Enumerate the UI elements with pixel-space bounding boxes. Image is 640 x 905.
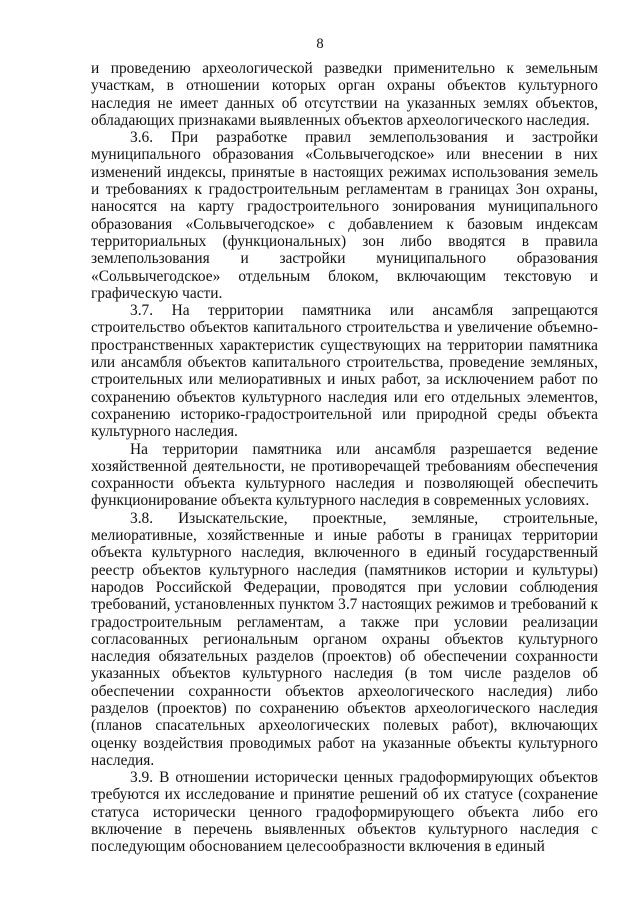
paragraph-3-6: 3.6. При разработке правил землепользования и застройки муниципального образования «Сольвычегодское» или внесении в них изменений индексы, принятые в настоящих режимах использования земель и требованиях к градостроительным регламентам в границах Зон охраны, наносятся на карту градостроительного зонирования муниципального образования «Сольвычегодское» с добавлением к базовым индексам территориальных (функциональных) зон либо вводятся в правила землепользования и застройки муниципального образования «Сольвычегодское» отдельным блоком, включающим текстовую и графическую части. (91, 129, 598, 302)
paragraph-3-8: 3.8. Изыскательские, проектные, земляные, строительные, мелиоративные, хозяйственные и иные работы в границах территории объекта культурного наследия, включенного в единый государственный реестр объектов культурного наследия (памятников истории и культуры) народов Российской Федерации, проводятся при условии соблюдения требований, установленных пунктом 3.7 настоящих режимов и требований к градостроительным регламентам, а также при условии реализации согласованных региональным органом охраны объектов культурного наследия обязательных разделов (проектов) об обеспечении сохранности указанных объектов культурного наследия (в том числе разделов об обеспечении сохранности объектов археологического наследия) либо разделов (проектов) по сохранению объектов археологического наследия (планов спасательных археологических полевых работ), включающих оценку воздействия проводимых работ на указанные объекты культурного наследия. (91, 509, 598, 769)
paragraph-3-9: 3.9. В отношении исторически ценных градоформирующих объектов требуются их исследование и принятие решений об их статусе (сохранение статуса исторически ценного градоформирующего объекта либо его включение в перечень выявленных объектов культурного наследия с последующим обоснованием целесообразности включения в единый (91, 769, 598, 856)
page-number: 8 (316, 36, 324, 52)
paragraph-continuation: и проведению археологической разведки применительно к земельным участкам, в отношении которых орган охраны объектов культурного наследия не имеет данных об отсутствии на указанных землях объектов, обладающих признаками выявленных объектов археологического наследия. (91, 60, 598, 129)
document-body (91, 60, 598, 856)
paragraph-3-7-continued: На территории памятника или ансамбля разрешается ведение хозяйственной деятельности, не противоречащей требованиям обеспечения сохранности объекта культурного наследия и позволяющей обеспечить функционирование объекта культурного наследия в современных условиях. (91, 440, 598, 510)
paragraph-3-7: 3.7. На территории памятника или ансамбля запрещаются строительство объектов капитального строительства и увеличение объемно-пространственных характеристик существующих на территории памятника или ансамбля объектов капитального строительства, проведение земляных, строительных или мелиоративных и иных работ, за исключением работ по сохранению объектов культурного наследия или его отдельных элементов, сохранению историко-градостроительной или природной среды объекта культурного наследия. (91, 302, 598, 441)
